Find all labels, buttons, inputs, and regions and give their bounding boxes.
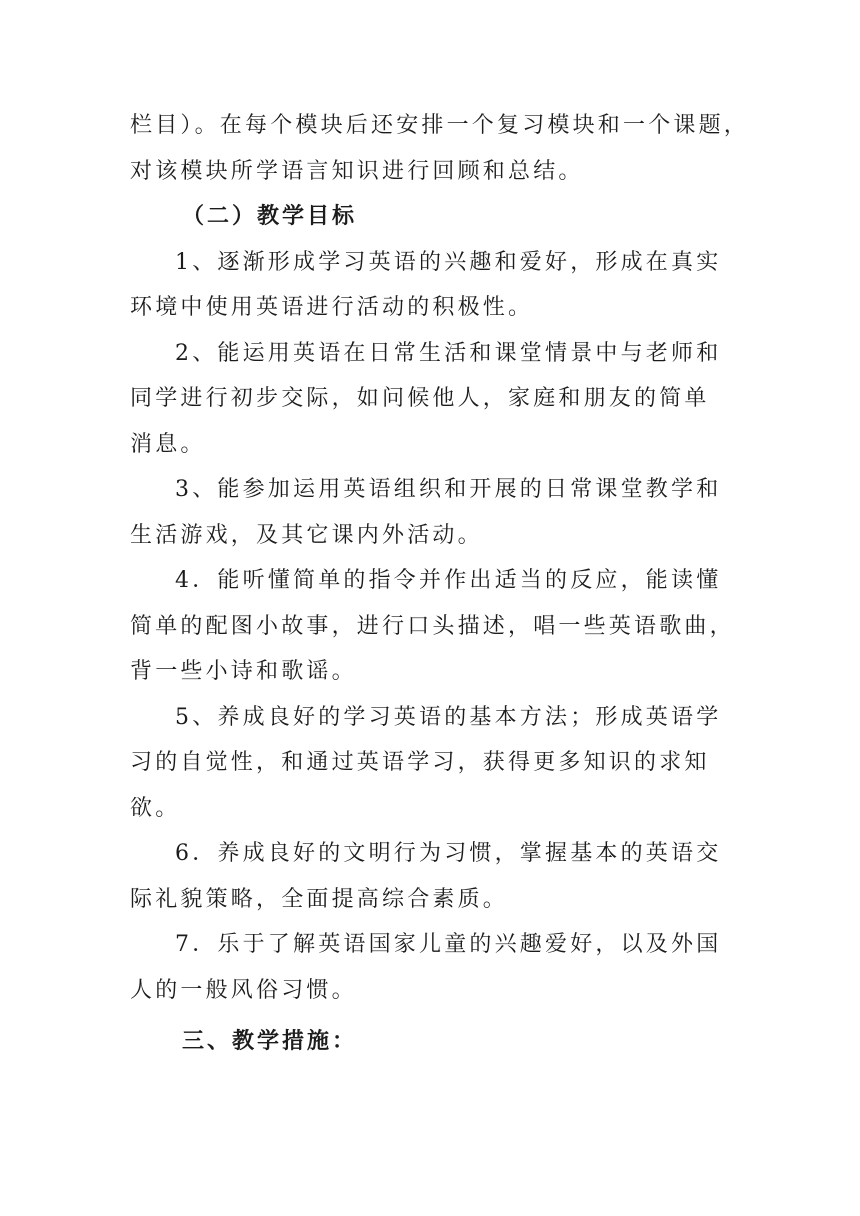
- goal-item-7-line: 人的一般风俗习惯。: [130, 977, 357, 1003]
- document-body: [130, 103, 750, 1065]
- section-heading-teaching-measures: 三、教学措施：: [182, 1029, 358, 1054]
- paragraph-line: 栏目）。在每个模块后还安排一个复习模块和一个课题，: [130, 113, 750, 138]
- goal-item-3-line: 3、能参加运用英语组织和开展的日常课堂教学和: [175, 477, 722, 502]
- goal-item-6-line: 6．养成良好的文明行为习惯，掌握基本的英语交: [175, 841, 722, 866]
- goal-item-4-line: 背一些小诗和歌谣。: [130, 659, 357, 684]
- goal-item-3-line: 生活游戏，及其它课内外活动。: [130, 522, 483, 548]
- goal-item-6-line: 际礼貌策略，全面提高综合素质。: [130, 886, 509, 912]
- goal-item-2-line: 消息。: [130, 431, 206, 457]
- goal-item-2-line: 2、能运用英语在日常生活和课堂情景中与老师和: [175, 340, 722, 366]
- goal-item-1-line: 1、逐渐形成学习英语的兴趣和爱好，形成在真实: [175, 249, 722, 275]
- goal-item-2-line: 同学进行初步交际，如问候他人，家庭和朋友的简单: [130, 386, 710, 411]
- goal-item-5-line: 欲。: [130, 795, 181, 821]
- goal-item-5-line: 5、养成良好的学习英语的基本方法；形成英语学: [175, 704, 722, 730]
- goal-item-4-line: 4．能听懂简单的指令并作出适当的反应，能读懂: [175, 568, 722, 593]
- goal-item-1-line: 环境中使用英语进行活动的积极性。: [130, 295, 534, 320]
- goal-item-5-line: 习的自觉性，和通过英语学习，获得更多知识的求知: [130, 750, 710, 775]
- paragraph-line: 对该模块所学语言知识进行回顾和总结。: [130, 158, 584, 184]
- goal-item-7-line: 7．乐于了解英语国家儿童的兴趣爱好，以及外国: [175, 932, 722, 957]
- goal-item-4-line: 简单的配图小故事，进行口头描述，唱一些英语歌曲，: [130, 613, 735, 639]
- section-heading-teaching-goals: （二）教学目标: [182, 204, 358, 229]
